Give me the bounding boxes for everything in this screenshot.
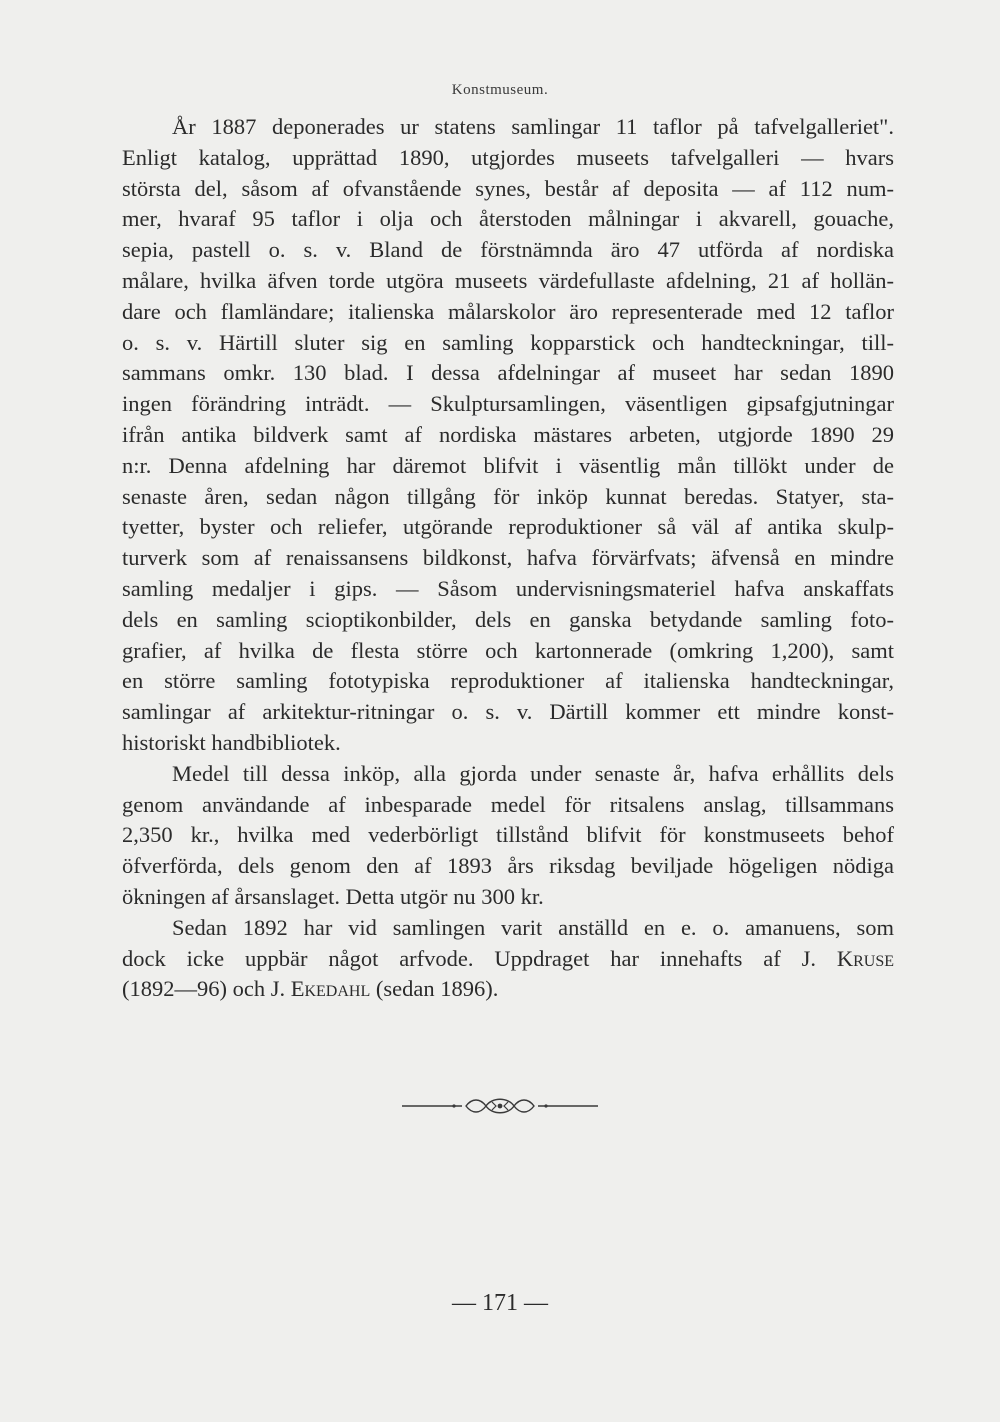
text-line: sammans omkr. 130 blad. I dessa afdelningar af museet har sedan 1890: [122, 360, 894, 386]
text-line: dare och flamländare; italienska målarskolor äro representerade med 12 taflor: [122, 298, 894, 324]
text-line: mer, hvaraf 95 taflor i olja och återstoden målningar i akvarell, gouache,: [122, 206, 894, 232]
running-head: Konstmuseum.: [451, 82, 549, 98]
text-segment: (sedan 1896).: [375, 976, 499, 1002]
text-line: Medel till dessa inköp, alla gjorda under senaste år, hafva erhållits dels: [172, 760, 894, 786]
text-line: n:r. Denna afdelning har däremot blifvit i väsentlig mån tillökt under de: [122, 452, 894, 478]
person-name-ekedahl: Ekedahl: [290, 976, 371, 1002]
page-number: — 171 —: [452, 1290, 548, 1316]
body-text: [122, 112, 894, 1005]
text-line: Enligt katalog, upprättad 1890, utgjordes museets tafvelgalleri — hvars: [122, 144, 894, 170]
text-line: sepia, pastell o. s. v. Bland de förstnämnda äro 47 utförda af nordiska: [122, 237, 894, 263]
text-line: ifrån antika bildverk samt af nordiska mästares arbeten, utgjorde 1890 29: [122, 421, 894, 447]
text-line: År 1887 deponerades ur statens samlingar 11 taflor på tafvelgalleriet".: [172, 114, 894, 139]
text-line: samlingar af arkitektur-ritningar o. s. v. Därtill kommer ett mindre konst-: [122, 699, 894, 725]
text-segment: dock icke uppbär något arfvode. Uppdraget har innehafts af J.: [122, 945, 816, 971]
text-line: målare, hvilka äfven torde utgöra museets värdefullaste afdelning, 21 af hollän-: [122, 267, 894, 293]
text-line: [122, 974, 894, 1005]
text-line: historiskt handbibliotek.: [122, 729, 341, 755]
person-name-kruse: Kruse: [836, 945, 895, 971]
text-line: dels en samling scioptikonbilder, dels en ganska betydande samling foto-: [122, 606, 894, 632]
ornament-divider-icon: [400, 1094, 600, 1118]
text-line: senaste åren, sedan någon tillgång för inköp kunnat beredas. Statyer, sta-: [122, 483, 894, 509]
text-line: ingen förändring inträdt. — Skulptursamlingen, väsentligen gipsafgjutningar: [122, 391, 894, 417]
text-line: o. s. v. Härtill sluter sig en samling kopparstick och handteckningar, till-: [122, 329, 894, 355]
text-segment: (1892—96) och J.: [122, 976, 286, 1002]
text-line: Sedan 1892 har vid samlingen varit anställd en e. o. amanuens, som: [172, 914, 894, 940]
text-line: genom användande af inbesparade medel för ritsalens anslag, tillsammans: [122, 791, 894, 817]
text-line: en större samling fototypiska reproduktioner af italienska handteckningar,: [122, 668, 894, 694]
text-line: [122, 944, 894, 975]
text-line: turverk som af renaissansens bildkonst, hafva förvärfvats; äfvenså en mindre: [122, 545, 894, 571]
text-line: tyetter, byster och reliefer, utgörande reproduktioner så väl af antika skulp-: [122, 514, 894, 540]
text-line: 2,350 kr., hvilka med vederbörligt tillstånd blifvit för konstmuseets behof: [122, 822, 894, 848]
text-line: största del, såsom af ofvanstående synes, består af deposita — af 112 num-: [122, 175, 894, 201]
text-line: samling medaljer i gips. — Såsom undervisningsmateriel hafva anskaffats: [122, 575, 894, 601]
text-line: ökningen af årsanslaget. Detta utgör nu 300 kr.: [122, 883, 544, 909]
text-line: grafier, af hvilka de flesta större och kartonnerade (omkring 1,200), samt: [122, 637, 894, 663]
text-line: öfverförda, dels genom den af 1893 års riksdag beviljade högeligen nödiga: [122, 853, 894, 879]
